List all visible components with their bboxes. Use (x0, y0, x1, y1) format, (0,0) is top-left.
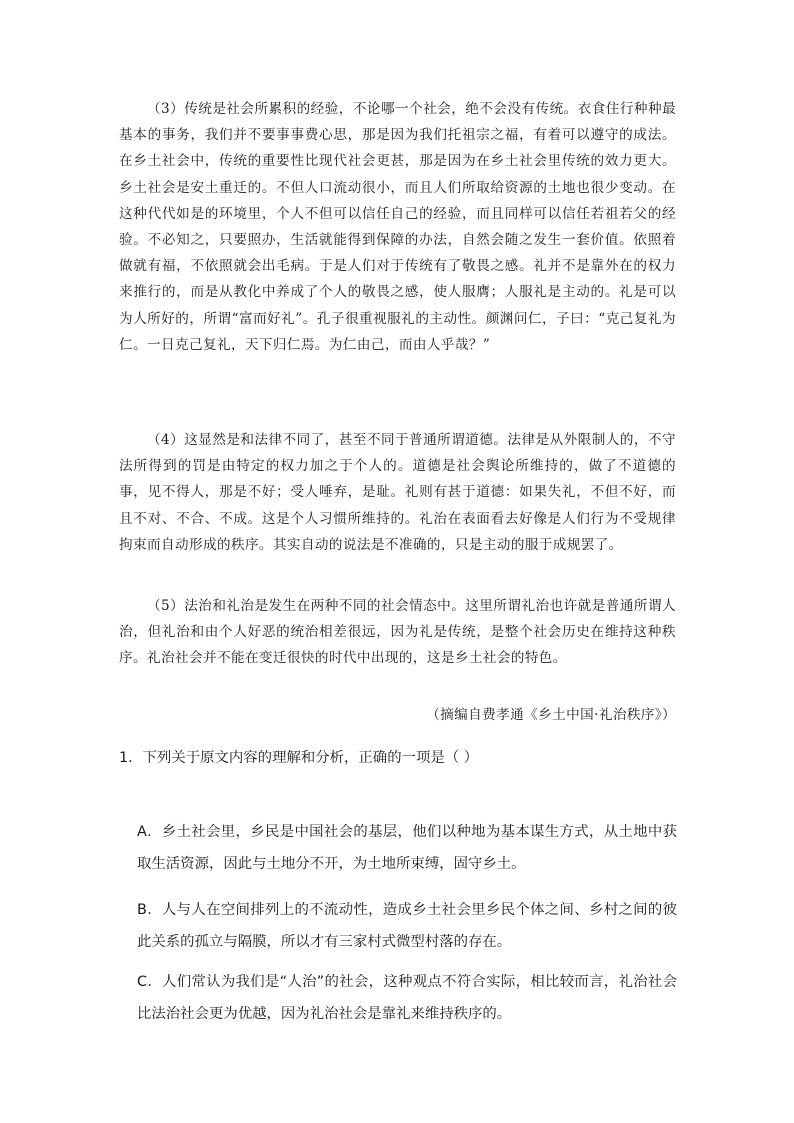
passage-source-citation: （摘编自费孝通《乡土中国·礼治秩序》） (426, 707, 676, 723)
passage-paragraph-4: （4）这显然是和法律不同了，甚至不同于普通所谓道德。法律是从外限制人的，不守法所得到的罚是由特定的权力加之于个人的。道德是社会舆论所维持的，做了不道德的事，见不得人，那是不好；受人唾弃，是耻。礼则有甚于道德：如果失礼，不但不好，而且不对、不合、不成。这是个人习惯所维持的。礼治在表面看去好像是人们行为不受规律拘束而自动形成的秩序。其实自动的说法是不准确的，只是主动的服于成规罢了。 (119, 432, 676, 553)
passage-paragraph-5: （5）法治和礼治是发生在两种不同的社会情态中。这里所谓礼治也许就是普通所谓人治，但礼治和由个人好恶的统治相差很远，因为礼是传统，是整个社会历史在维持这种秩序。礼治社会并不能在变迁很快的时代中出现的，这是乡土社会的特色。 (119, 598, 676, 667)
option-a: A．乡土社会里，乡民是中国社会的基层，他们以种地为基本谋生方式，从土地中获取生活资源，因此与土地分不开，为土地所束缚，固守乡土。 (137, 824, 677, 872)
passage-paragraph-3: （3）传统是社会所累积的经验，不论哪一个社会，绝不会没有传统。衣食住行种种最基本的事务，我们并不要事事费心思，那是因为我们托祖宗之福，有着可以遵守的成法。在乡土社会中，传统的重要性比现代社会更甚，那是因为在乡土社会里传统的效力更大。乡土社会是安土重迁的。不但人口流动很小，而且人们所取给资源的土地也很少变动。在这种代代如是的环境里，个人不但可以信任自己的经验，而且同样可以信任若祖若父的经验。不必知之，只要照办，生活就能得到保障的办法，自然会随之发生一套价值。依照着做就有福，不依照就会出毛病。于是人们对于传统有了敬畏之感。礼并不是靠外在的权力来推行的，而是从教化中养成了个人的敬畏之感，使人服膺；人服礼是主动的。礼是可以为人所好的，所谓“富而好礼”。孔子很重视服礼的主动性。颜渊问仁，子曰：“克己复礼为仁。一日克己复礼，天下归仁焉。为仁由己，而由人乎哉？” (119, 101, 676, 353)
option-b: B．人与人在空间排列上的不流动性，造成乡土社会里乡民个体之间、乡村之间的彼此关系的孤立与隔膜，所以才有三家村式微型村落的存在。 (137, 902, 677, 950)
option-c: C．人们常认为我们是“人治”的社会，这种观点不符合实际，相比较而言，礼治社会比法治社会更为优越，因为礼治社会是靠礼来维持秩序的。 (137, 974, 677, 1022)
question-stem: 1．下列关于原文内容的理解和分析，正确的一项是（ ） (119, 750, 479, 766)
